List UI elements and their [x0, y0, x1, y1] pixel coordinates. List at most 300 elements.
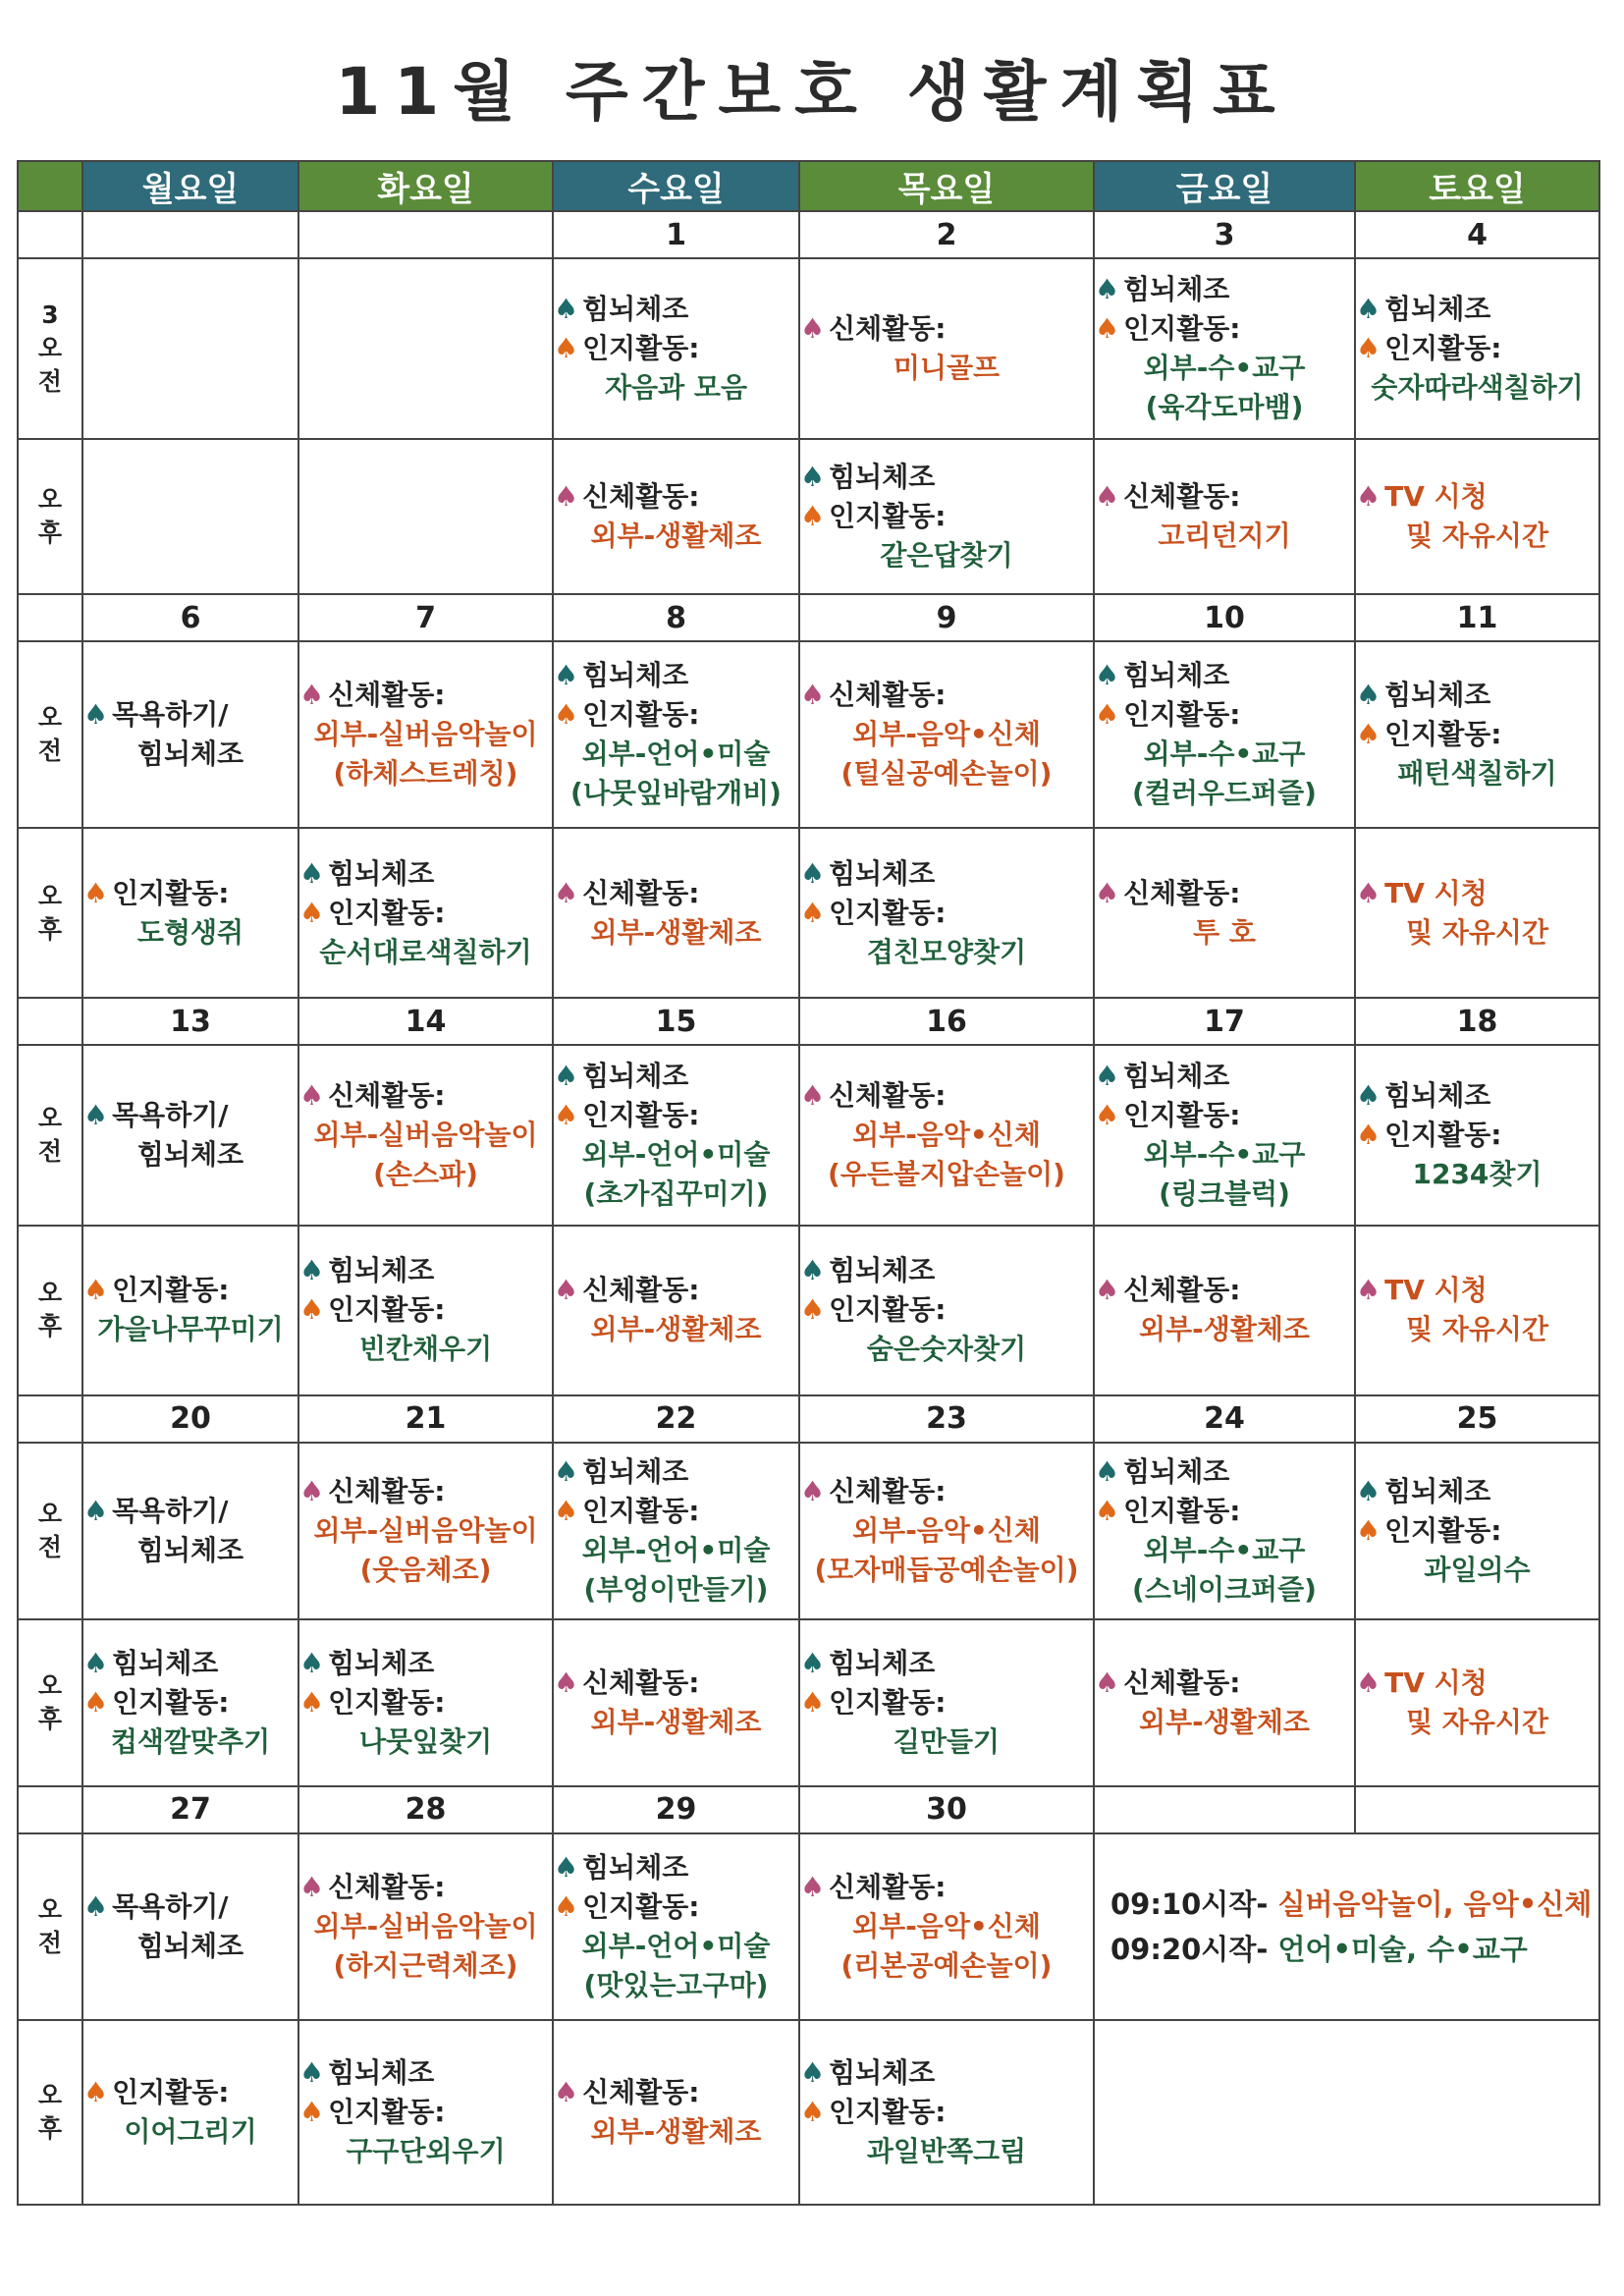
- date-cell: 6: [82, 594, 298, 641]
- date-cell: 16: [799, 998, 1094, 1045]
- schedule-cell: [298, 1833, 553, 2020]
- spade-icon: ♠: [800, 2095, 826, 2128]
- activity-title: 신체활동:: [1123, 876, 1241, 909]
- date-cell: 29: [553, 1786, 799, 1833]
- activity-detail: 외부-언어•미술: [581, 1138, 771, 1172]
- schedule-cell: [553, 1443, 799, 1619]
- schedule-cell: [1355, 828, 1599, 998]
- spade-icon: ♠: [1095, 876, 1120, 909]
- schedule-cell: [1355, 1226, 1599, 1394]
- activity-detail: 투 호: [1193, 915, 1256, 949]
- activity-detail: 외부-음악•신체: [852, 718, 1041, 751]
- date-cell: 4: [1355, 211, 1599, 258]
- activity-detail: 및 자유시간: [1406, 1313, 1548, 1346]
- activity-detail: 외부-생활체조: [590, 2114, 762, 2148]
- spade-icon: ♠: [554, 332, 579, 365]
- activity-title: 인지활동:: [1384, 718, 1502, 751]
- start-time-note: [1095, 1882, 1598, 1927]
- date-row: [18, 998, 1599, 1045]
- activity-detail: 구구단외우기: [346, 2134, 506, 2167]
- activity-detail: 길만들기: [893, 1724, 1001, 1758]
- activity-detail: (맛있는고구마): [583, 1968, 769, 2001]
- date-cell: 28: [298, 1786, 553, 1833]
- spade-icon: ♠: [554, 1889, 579, 1923]
- activity-title: 힘뇌체조: [829, 856, 936, 890]
- activity-title: 인지활동:: [112, 876, 230, 909]
- activity-detail: 외부-수•교구: [1143, 1533, 1306, 1566]
- spade-icon: ♠: [554, 659, 579, 692]
- activity-detail: 미니골프: [893, 352, 1001, 385]
- schedule-cell: [1355, 439, 1599, 594]
- spade-icon: ♠: [1095, 480, 1120, 514]
- spade-icon: ♠: [83, 1274, 109, 1307]
- date-cell: 3: [1094, 211, 1355, 258]
- spade-icon: ♠: [554, 480, 579, 514]
- schedule-cell: [799, 2020, 1094, 2205]
- schedule-cell: [1094, 828, 1355, 998]
- spade-icon: ♠: [1095, 1274, 1120, 1307]
- schedule-cell: [799, 1226, 1094, 1394]
- activity-title: 인지활동:: [829, 1293, 947, 1327]
- activity-title: TV 시청: [1384, 876, 1488, 909]
- schedule-cell: [82, 1443, 298, 1619]
- schedule-cell: [1355, 258, 1599, 439]
- activity-title: 인지활동:: [1123, 1494, 1241, 1527]
- activity-detail: 컵색깔맞추기: [110, 1724, 271, 1758]
- date-row: [18, 1786, 1599, 1833]
- spade-icon: ♠: [800, 1870, 826, 1903]
- date-row: [18, 211, 1599, 258]
- activity-title: 신체활동:: [1123, 1274, 1241, 1307]
- note-activities: 언어•미술, 수•교구: [1277, 1932, 1528, 1966]
- activity-detail: 외부-실버음악놀이: [313, 1909, 538, 1942]
- spade-icon: ♠: [554, 1099, 579, 1132]
- schedule-cell: [1355, 641, 1599, 828]
- activity-detail: (손스파): [373, 1158, 478, 1191]
- spade-icon: ♠: [83, 1646, 109, 1679]
- schedule-cell: [298, 1619, 553, 1786]
- date-cell: 23: [799, 1395, 1094, 1443]
- activity-title: 인지활동:: [582, 1099, 700, 1132]
- activity-title: 힘뇌체조: [582, 1060, 689, 1093]
- weekly-schedule-table: [17, 160, 1600, 2206]
- activity-detail: 도형생쥐: [136, 915, 244, 949]
- activity-title: 힘뇌체조: [1123, 659, 1230, 692]
- activity-title: 힘뇌체조: [1123, 273, 1230, 306]
- activity-detail: 1234찾기: [1412, 1158, 1543, 1191]
- activity-detail: 외부-음악•신체: [852, 1909, 1041, 1942]
- period-label-am: 오 전: [18, 1045, 82, 1226]
- schedule-cell: [82, 258, 298, 439]
- activity-detail: 및 자유시간: [1406, 519, 1548, 553]
- activity-title: 인지활동:: [112, 2075, 230, 2108]
- activity-title: 힘뇌체조: [136, 738, 244, 771]
- activity-title: 신체활동:: [582, 2075, 700, 2108]
- spade-icon: ♠: [1095, 1060, 1120, 1093]
- spade-icon: ♠: [800, 1254, 826, 1287]
- date-cell: 15: [553, 998, 799, 1045]
- date-cell: [18, 594, 82, 641]
- schedule-cell: [82, 439, 298, 594]
- date-cell: 7: [298, 594, 553, 641]
- activity-detail: (우든볼지압손놀이): [828, 1158, 1065, 1191]
- date-cell: [82, 211, 298, 258]
- spade-icon: ♠: [1356, 332, 1381, 365]
- activity-detail: (스네이크퍼즐): [1132, 1572, 1317, 1606]
- spade-icon: ♠: [1356, 293, 1381, 326]
- schedule-cell: [799, 1833, 1094, 2020]
- spade-icon: ♠: [1095, 1454, 1120, 1488]
- activity-title: 신체활동:: [582, 1274, 700, 1307]
- spade-icon: ♠: [1095, 1099, 1120, 1132]
- activity-title: 힘뇌체조: [829, 1646, 936, 1679]
- activity-title: 힘뇌체조: [112, 1646, 219, 1679]
- spade-icon: ♠: [1356, 1274, 1381, 1307]
- activity-detail: 겹친모양찾기: [866, 935, 1027, 968]
- date-cell: 8: [553, 594, 799, 641]
- date-cell: [298, 211, 553, 258]
- spade-icon: ♠: [1356, 1119, 1381, 1152]
- activity-detail: 외부-수•교구: [1143, 738, 1306, 771]
- activity-detail: 및 자유시간: [1406, 1705, 1548, 1738]
- schedule-cell: [799, 1619, 1094, 1786]
- schedule-cell: [298, 641, 553, 828]
- schedule-cell: [298, 1045, 553, 1226]
- pm-row: [18, 1226, 1599, 1394]
- activity-title: 신체활동:: [1123, 480, 1241, 514]
- activity-detail: 외부-언어•미술: [581, 1533, 771, 1566]
- period-label-am: 오 전: [18, 1443, 82, 1619]
- activity-title: 인지활동:: [829, 2095, 947, 2128]
- activity-detail: 자음과 모음: [605, 371, 747, 405]
- date-cell: 13: [82, 998, 298, 1045]
- activity-title: 목욕하기/: [112, 698, 229, 732]
- spade-icon: ♠: [800, 896, 826, 929]
- spade-icon: ♠: [299, 2095, 325, 2128]
- activity-title: 인지활동:: [829, 1685, 947, 1719]
- spade-icon: ♠: [1356, 1513, 1381, 1547]
- activity-detail: (하지근력체조): [333, 1948, 518, 1982]
- activity-detail: (웃음체조): [359, 1553, 492, 1586]
- period-label-pm: 오 후: [18, 2020, 82, 2205]
- am-row: [18, 1045, 1599, 1226]
- pm-row: [18, 828, 1599, 998]
- activity-detail: 외부-생활체조: [1139, 1313, 1310, 1346]
- activity-title: 인지활동:: [328, 1293, 446, 1327]
- activity-title: 인지활동:: [1123, 1099, 1241, 1132]
- schedule-cell: [1094, 2020, 1599, 2205]
- spade-icon: ♠: [554, 1494, 579, 1527]
- activity-title: TV 시청: [1384, 1666, 1488, 1699]
- schedule-cell: [553, 1226, 799, 1394]
- spade-icon: ♠: [554, 1850, 579, 1884]
- activity-detail: 외부-실버음악놀이: [313, 1513, 538, 1547]
- activity-title: 힘뇌체조: [1384, 1079, 1491, 1113]
- period-label-am: 오 전: [18, 641, 82, 828]
- spade-icon: ♠: [299, 1293, 325, 1327]
- date-cell: [1355, 1786, 1599, 1833]
- spade-icon: ♠: [554, 1274, 579, 1307]
- schedule-cell: [82, 641, 298, 828]
- spade-icon: ♠: [83, 1685, 109, 1719]
- schedule-cell: [1094, 1443, 1355, 1619]
- schedule-cell: [1355, 1443, 1599, 1619]
- activity-detail: 외부-생활체조: [1139, 1705, 1310, 1738]
- spade-icon: ♠: [554, 1666, 579, 1699]
- activity-detail: (육각도마뱀): [1145, 391, 1304, 424]
- activity-detail: 외부-언어•미술: [581, 738, 771, 771]
- activity-title: 인지활동:: [1384, 1119, 1502, 1152]
- schedule-cell: [298, 258, 553, 439]
- spade-icon: ♠: [1356, 679, 1381, 712]
- spade-icon: ♠: [299, 1254, 325, 1287]
- activity-title: 인지활동:: [1384, 332, 1502, 365]
- activity-title: 인지활동:: [582, 1889, 700, 1923]
- schedule-cell: [799, 1045, 1094, 1226]
- activity-title: 신체활동:: [582, 480, 700, 514]
- activity-title: 힘뇌체조: [1123, 1454, 1230, 1488]
- activity-title: 인지활동:: [1123, 698, 1241, 732]
- activity-title: 힘뇌체조: [136, 1138, 244, 1172]
- date-cell: 24: [1094, 1395, 1355, 1443]
- header-thursday: 목요일: [799, 161, 1094, 211]
- activity-detail: 숫자따라색칠하기: [1371, 371, 1584, 405]
- activity-title: 인지활동:: [829, 500, 947, 533]
- activity-detail: 과일반쪽그림: [866, 2134, 1027, 2167]
- start-time-note: [1095, 1927, 1598, 1972]
- schedule-cell: [298, 439, 553, 594]
- spade-icon: ♠: [83, 2075, 109, 2108]
- spade-icon: ♠: [299, 1646, 325, 1679]
- activity-detail: (나뭇잎바람개비): [570, 777, 782, 810]
- schedule-cell: [1355, 1045, 1599, 1226]
- header-saturday: 토요일: [1355, 161, 1599, 211]
- activity-title: 인지활동:: [328, 896, 446, 929]
- activity-title: 인지활동:: [112, 1685, 230, 1719]
- pm-row: [18, 2020, 1599, 2205]
- spade-icon: ♠: [800, 1474, 826, 1507]
- period-label-pm: 오 후: [18, 1226, 82, 1394]
- schedule-cell: [799, 828, 1094, 998]
- activity-detail: 외부-음악•신체: [852, 1513, 1041, 1547]
- schedule-cell: [1094, 439, 1355, 594]
- date-cell: 20: [82, 1395, 298, 1443]
- header-corner: [18, 161, 82, 211]
- schedule-cell: [82, 828, 298, 998]
- date-cell: 10: [1094, 594, 1355, 641]
- spade-icon: ♠: [83, 1494, 109, 1527]
- activity-title: 힘뇌체조: [1384, 293, 1491, 326]
- activity-detail: (모자매듭공예손놀이): [814, 1553, 1079, 1586]
- schedule-cell: [298, 828, 553, 998]
- spade-icon: ♠: [299, 1079, 325, 1113]
- spade-icon: ♠: [800, 312, 826, 346]
- activity-title: 힘뇌체조: [829, 461, 936, 494]
- header-wednesday: 수요일: [553, 161, 799, 211]
- weekday-header-row: [18, 161, 1599, 211]
- schedule-cell: [1094, 641, 1355, 828]
- date-cell: [18, 211, 82, 258]
- activity-detail: 외부-실버음악놀이: [313, 1119, 538, 1152]
- spade-icon: ♠: [554, 876, 579, 909]
- spade-icon: ♠: [800, 1685, 826, 1719]
- spade-icon: ♠: [299, 1474, 325, 1507]
- activity-detail: 외부-생활체조: [590, 519, 762, 553]
- date-cell: 30: [799, 1786, 1094, 1833]
- activity-title: 힘뇌체조: [1384, 679, 1491, 712]
- activity-title: 신체활동:: [829, 1870, 947, 1903]
- activity-title: 힘뇌체조: [328, 2055, 435, 2089]
- spade-icon: ♠: [1095, 698, 1120, 732]
- spade-icon: ♠: [800, 461, 826, 494]
- activity-detail: 외부-수•교구: [1143, 1138, 1306, 1172]
- date-row: [18, 1395, 1599, 1443]
- date-cell: [18, 1395, 82, 1443]
- spade-icon: ♠: [800, 856, 826, 890]
- activity-title: 인지활동:: [582, 332, 700, 365]
- spade-icon: ♠: [554, 2075, 579, 2108]
- activity-title: 인지활동:: [1384, 1513, 1502, 1547]
- schedule-cell: [298, 1226, 553, 1394]
- spade-icon: ♠: [1095, 1494, 1120, 1527]
- date-cell: 25: [1355, 1395, 1599, 1443]
- schedule-cell: [82, 1619, 298, 1786]
- schedule-cell: [82, 2020, 298, 2205]
- date-cell: [18, 998, 82, 1045]
- activity-title: 힘뇌체조: [582, 293, 689, 326]
- spade-icon: ♠: [800, 1079, 826, 1113]
- activity-title: 인지활동:: [582, 698, 700, 732]
- activity-title: 인지활동:: [328, 1685, 446, 1719]
- activity-detail: (하체스트레칭): [333, 757, 518, 791]
- activity-detail: 고리던지기: [1158, 519, 1291, 553]
- schedule-cell: [553, 641, 799, 828]
- spade-icon: ♠: [299, 2055, 325, 2089]
- activity-detail: 패턴색칠하기: [1397, 757, 1557, 791]
- spade-icon: ♠: [554, 293, 579, 326]
- activity-title: 목욕하기/: [112, 1494, 229, 1527]
- spade-icon: ♠: [299, 679, 325, 712]
- activity-detail: 가을나무꾸미기: [97, 1313, 284, 1346]
- activity-detail: (리본공예손놀이): [840, 1948, 1053, 1982]
- activity-title: 신체활동:: [829, 312, 947, 346]
- activity-detail: (링크블럭): [1159, 1177, 1290, 1211]
- activity-detail: 외부-생활체조: [590, 1313, 762, 1346]
- date-cell: 17: [1094, 998, 1355, 1045]
- schedule-cell: [799, 641, 1094, 828]
- activity-title: 힘뇌체조: [582, 1850, 689, 1884]
- spade-icon: ♠: [554, 1060, 579, 1093]
- schedule-cell: [799, 1443, 1094, 1619]
- activity-title: 힘뇌체조: [328, 856, 435, 890]
- activity-title: 힘뇌체조: [582, 659, 689, 692]
- activity-title: 힘뇌체조: [136, 1533, 244, 1566]
- schedule-cell: [1094, 1226, 1355, 1394]
- activity-title: 힘뇌체조: [582, 1454, 689, 1488]
- date-cell: 1: [553, 211, 799, 258]
- schedule-cell: [553, 258, 799, 439]
- activity-title: 힘뇌체조: [328, 1254, 435, 1287]
- date-cell: 2: [799, 211, 1094, 258]
- pm-row: [18, 439, 1599, 594]
- period-label-pm: 오 후: [18, 1619, 82, 1786]
- activity-detail: 이어그리기: [124, 2114, 257, 2148]
- activity-detail: 외부-언어•미술: [581, 1929, 771, 1962]
- activity-title: 인지활동:: [829, 896, 947, 929]
- date-cell: [18, 1786, 82, 1833]
- spade-icon: ♠: [1095, 273, 1120, 306]
- date-cell: 14: [298, 998, 553, 1045]
- spade-icon: ♠: [1356, 480, 1381, 514]
- schedule-cell: [553, 1619, 799, 1786]
- spade-icon: ♠: [800, 2055, 826, 2089]
- activity-detail: 나뭇잎찾기: [358, 1724, 493, 1758]
- spade-icon: ♠: [1356, 1474, 1381, 1507]
- spade-icon: ♠: [1356, 1666, 1381, 1699]
- spade-icon: ♠: [1356, 1079, 1381, 1113]
- schedule-cell: [553, 439, 799, 594]
- spade-icon: ♠: [800, 500, 826, 533]
- activity-title: 목욕하기/: [112, 1889, 229, 1923]
- date-cell: 9: [799, 594, 1094, 641]
- am-row: [18, 258, 1599, 439]
- activity-title: 힘뇌체조: [1384, 1474, 1491, 1507]
- activity-detail: (부엉이만들기): [583, 1572, 769, 1606]
- activity-detail: 빈칸채우기: [358, 1333, 493, 1366]
- schedule-cell: [298, 1443, 553, 1619]
- schedule-cell: [553, 828, 799, 998]
- spade-icon: ♠: [83, 876, 109, 909]
- activity-title: 신체활동:: [328, 1079, 446, 1113]
- activity-title: 신체활동:: [582, 1666, 700, 1699]
- activity-title: 신체활동:: [829, 1474, 947, 1507]
- am-row: [18, 641, 1599, 828]
- date-cell: 22: [553, 1395, 799, 1443]
- spade-icon: ♠: [1356, 718, 1381, 751]
- activity-detail: 과일의수: [1424, 1553, 1531, 1586]
- schedule-cell: [553, 2020, 799, 2205]
- note-activities: 실버음악놀이, 음악•신체: [1277, 1886, 1593, 1921]
- activity-title: TV 시청: [1384, 480, 1488, 514]
- activity-title: 신체활동:: [829, 679, 947, 712]
- schedule-cell: [799, 439, 1094, 594]
- activity-title: 신체활동:: [328, 1474, 446, 1507]
- spade-icon: ♠: [299, 1685, 325, 1719]
- schedule-cell: [553, 1045, 799, 1226]
- spade-icon: ♠: [554, 1454, 579, 1488]
- date-cell: 11: [1355, 594, 1599, 641]
- spade-icon: ♠: [800, 679, 826, 712]
- spade-icon: ♠: [83, 698, 109, 732]
- date-cell: 18: [1355, 998, 1599, 1045]
- spade-icon: ♠: [1095, 1666, 1120, 1699]
- spade-icon: ♠: [800, 1293, 826, 1327]
- spade-icon: ♠: [800, 1646, 826, 1679]
- header-friday: 금요일: [1094, 161, 1355, 211]
- activity-title: 인지활동:: [582, 1494, 700, 1527]
- spade-icon: ♠: [554, 698, 579, 732]
- activity-title: 힘뇌체조: [829, 2055, 936, 2089]
- activity-detail: 외부-음악•신체: [852, 1119, 1041, 1152]
- schedule-note-cell: [1094, 1833, 1599, 2020]
- activity-detail: 순서대로색칠하기: [319, 935, 532, 968]
- activity-title: 신체활동:: [829, 1079, 947, 1113]
- schedule-cell: [1355, 1619, 1599, 1786]
- schedule-cell: [82, 1226, 298, 1394]
- date-cell: 27: [82, 1786, 298, 1833]
- date-row: [18, 594, 1599, 641]
- header-monday: 월요일: [82, 161, 298, 211]
